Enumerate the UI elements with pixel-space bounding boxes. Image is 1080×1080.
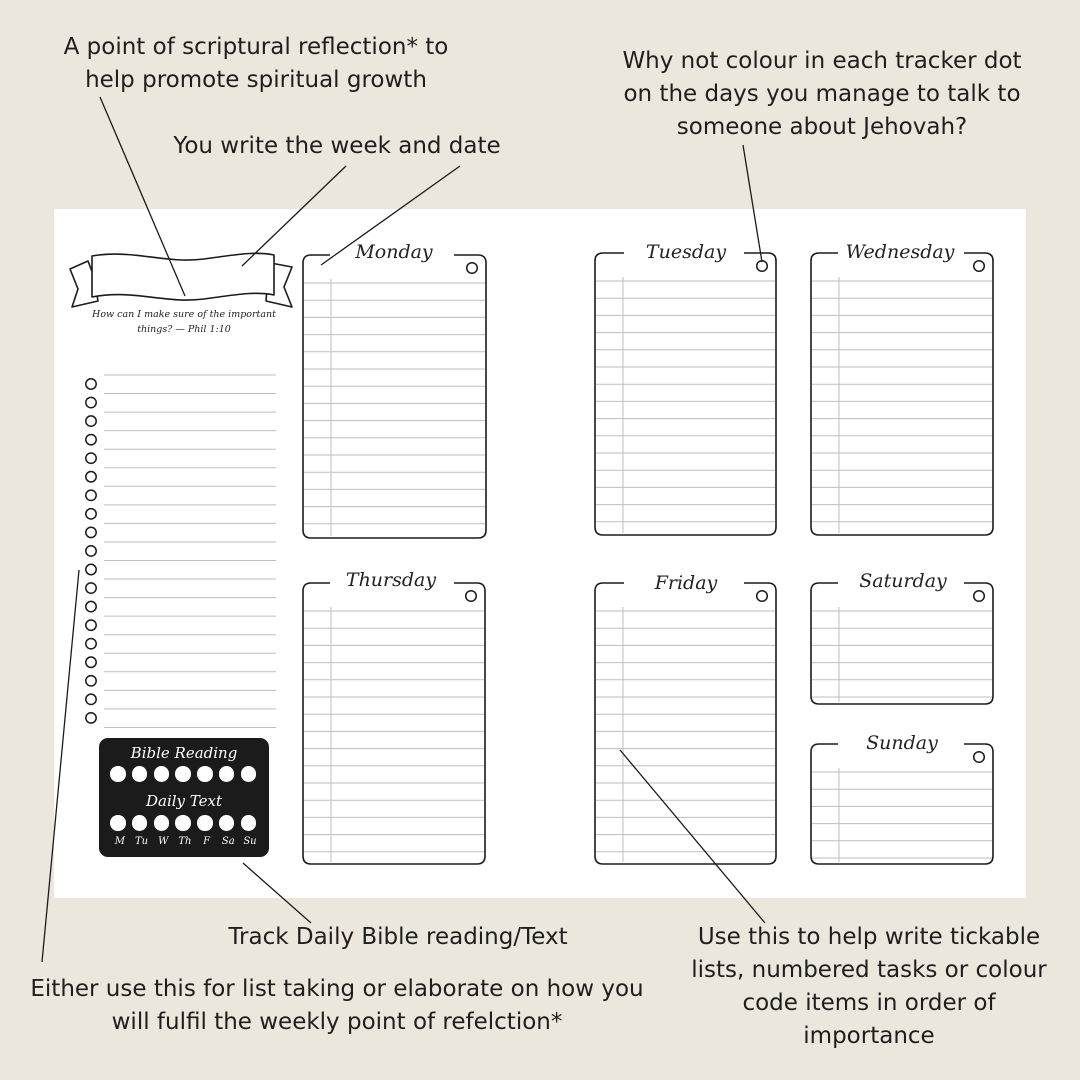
scripture-quote — [84, 307, 284, 337]
day-card-monday — [303, 255, 486, 538]
day-card-saturday — [811, 583, 993, 704]
daily-text-dot-sunday[interactable] — [241, 815, 257, 831]
day-card-border — [811, 583, 993, 704]
list-checkbox-circle[interactable] — [86, 453, 96, 463]
list-checkbox-circle[interactable] — [86, 416, 96, 426]
list-checkbox-circle[interactable] — [86, 657, 96, 667]
weekday-label: Sa — [221, 836, 235, 847]
weekday-label: W — [158, 836, 169, 847]
daily-text-label: Daily Text — [145, 792, 222, 810]
annotation-track-daily: Track Daily Bible reading/Text — [228, 924, 568, 950]
weekday-label: Tu — [134, 836, 149, 847]
annotation-list-taking — [20, 973, 654, 1039]
annotation-reflection-line-1: A point of scriptural reflection* to — [63, 34, 449, 60]
annotation-tickable-line-4: importance — [803, 1023, 935, 1049]
daily-text-dot-wednesday[interactable] — [154, 815, 170, 831]
day-title-friday: Friday — [654, 572, 718, 594]
scripture-quote-line-1: How can I make sure of the important — [92, 309, 276, 320]
day-card-border — [303, 583, 485, 864]
annotation-week-date: You write the week and date — [173, 133, 501, 159]
week-banner-ribbon — [70, 253, 292, 307]
daily-text-dot-monday[interactable] — [110, 815, 126, 831]
day-card-thursday — [303, 583, 485, 864]
list-checkbox-circle[interactable] — [86, 472, 96, 482]
list-checkbox-circle[interactable] — [86, 694, 96, 704]
daily-text-dot-saturday[interactable] — [219, 815, 235, 831]
daily-text-dots — [110, 815, 256, 831]
weekday-label: F — [203, 836, 211, 847]
list-checkbox-circle[interactable] — [86, 546, 96, 556]
annotation-reflection — [40, 31, 472, 97]
day-card-border — [595, 253, 776, 535]
day-card-border — [811, 253, 993, 535]
weekday-label: Su — [243, 836, 257, 847]
annotation-tickable-line-2: lists, numbered tasks or colour — [691, 957, 1047, 983]
daily-text-dot-tuesday[interactable] — [132, 815, 148, 831]
daily-text-dot-thursday[interactable] — [175, 815, 191, 831]
day-title-wednesday: Wednesday — [845, 241, 955, 263]
day-cards — [303, 253, 993, 864]
weekday-label: Th — [178, 836, 192, 847]
list-checkbox-circle[interactable] — [86, 490, 96, 500]
bible-reading-tracker — [99, 738, 269, 857]
bible-reading-dot-friday[interactable] — [197, 766, 213, 782]
list-checkbox-circle[interactable] — [86, 713, 96, 723]
day-card-border — [303, 255, 486, 538]
bible-reading-dot-tuesday[interactable] — [132, 766, 148, 782]
day-title-tuesday: Tuesday — [645, 241, 727, 263]
annotation-tracker-dot-line-3: someone about Jehovah? — [676, 114, 968, 140]
list-checkbox-circle[interactable] — [86, 620, 96, 630]
annotation-tickable-line-3: code items in order of — [742, 990, 996, 1016]
list-checkbox-circle[interactable] — [86, 601, 96, 611]
tracker-dot-circle[interactable] — [974, 752, 985, 763]
day-title-monday: Monday — [355, 241, 433, 263]
annotation-list-taking-line-1: Either use this for list taking or elaborate on how you — [30, 976, 644, 1002]
scripture-quote-line-2: things? — Phil 1:10 — [137, 324, 231, 335]
list-checkbox-circle[interactable] — [86, 397, 96, 407]
annotation-tracker-dot-line-2: on the days you manage to talk to — [623, 81, 1021, 107]
bible-reading-dot-thursday[interactable] — [175, 766, 191, 782]
day-card-border — [811, 744, 993, 864]
day-card-friday — [595, 583, 776, 864]
annotation-reflection-line-2: help promote spiritual growth — [85, 67, 427, 93]
day-title-sunday: Sunday — [866, 732, 938, 754]
tracker-dot-circle[interactable] — [974, 591, 985, 602]
weekday-label: M — [114, 836, 125, 847]
bible-reading-dot-monday[interactable] — [110, 766, 126, 782]
bible-reading-dots — [110, 766, 256, 782]
tracker-weekday-labels — [109, 836, 261, 847]
tracker-dot-circle[interactable] — [467, 263, 478, 274]
list-checkbox-circle[interactable] — [86, 676, 96, 686]
bible-reading-dot-wednesday[interactable] — [154, 766, 170, 782]
annotation-tracker-dot — [606, 45, 1038, 144]
list-checkbox-circle[interactable] — [86, 583, 96, 593]
tracker-dot-circle[interactable] — [974, 261, 985, 272]
bible-reading-dot-saturday[interactable] — [219, 766, 235, 782]
day-card-wednesday — [811, 253, 993, 535]
annotation-tickable-line-1: Use this to help write tickable — [697, 924, 1041, 950]
annotation-tracker-dot-line-1: Why not colour in each tracker dot — [622, 48, 1022, 74]
list-checkbox-circle[interactable] — [86, 379, 96, 389]
list-checkbox-circle[interactable] — [86, 509, 96, 519]
day-title-saturday: Saturday — [859, 570, 947, 592]
bible-reading-dot-sunday[interactable] — [241, 766, 257, 782]
annotation-tickable — [680, 921, 1058, 1053]
list-checkbox-circle[interactable] — [86, 434, 96, 444]
day-title-thursday: Thursday — [345, 569, 437, 591]
bible-reading-label: Bible Reading — [130, 744, 238, 762]
planner-page — [54, 209, 1026, 898]
list-checkbox-circle[interactable] — [86, 527, 96, 537]
tracker-dot-circle[interactable] — [757, 591, 768, 602]
bullet-list — [86, 375, 276, 727]
annotation-list-taking-line-2: will fulfil the weekly point of refelction* — [111, 1009, 563, 1035]
day-card-border — [595, 583, 776, 864]
day-card-tuesday — [595, 253, 776, 535]
list-checkbox-circle[interactable] — [86, 639, 96, 649]
day-card-sunday — [811, 744, 993, 864]
daily-text-dot-friday[interactable] — [197, 815, 213, 831]
tracker-dot-circle[interactable] — [757, 261, 768, 272]
list-checkbox-circle[interactable] — [86, 564, 96, 574]
tracker-dot-circle[interactable] — [466, 591, 477, 602]
